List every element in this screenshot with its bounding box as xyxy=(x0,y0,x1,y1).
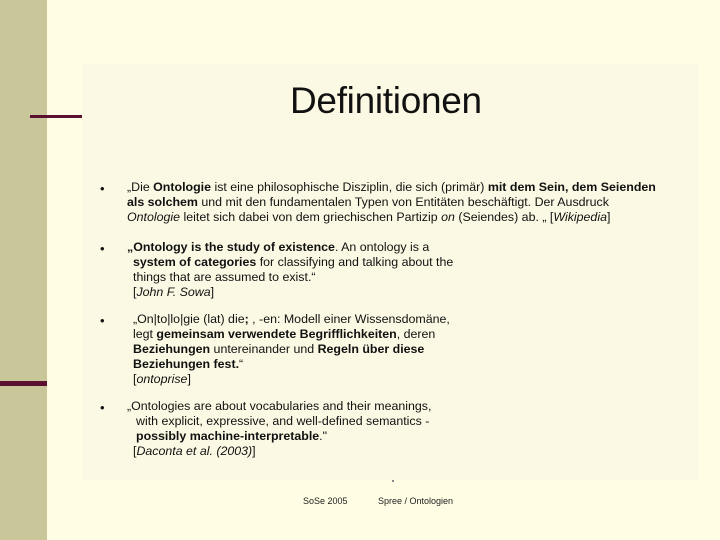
bullet-icon: • xyxy=(100,400,105,415)
stray-dot xyxy=(392,480,394,482)
title-accent-line xyxy=(30,115,82,118)
slide-title: Definitionen xyxy=(290,80,482,121)
footer-semester: SoSe 2005 xyxy=(303,496,348,506)
footer-author-topic: Spree / Ontologien xyxy=(378,496,454,506)
definition-sowa: „Ontology is the study of existence. An ontology is a system of categories for classifying and talking about the things that are assumed to exist.“ [John F. Sowa] xyxy=(127,240,454,299)
bullet-icon: • xyxy=(100,181,105,196)
sidebar-accent-divider xyxy=(0,381,47,386)
bullet-icon: • xyxy=(100,313,105,328)
definition-wikipedia: „Die Ontologie ist eine philosophische Disziplin, die sich (primär) mit dem Sein, dem Seienden als solchem und mit den fundamentalen Typen von Entitäten beschäftigt. Der Ausdruck Ontologie leitet sich dabei von dem griechischen Partizip on (Seiendes) ab. „ [Wikipedia] xyxy=(127,180,656,224)
definition-daconta: „Ontologies are about vocabularies and their meanings, with explicit, expressive, and well-defined semantics - possibly machine-interpretable." [Daconta et al. (2003)] xyxy=(127,399,432,458)
left-sidebar-bar xyxy=(0,0,47,540)
definition-ontoprise: „On|to|lo|gie (lat) die; , -en: Modell einer Wissensdomäne, legt gemeinsam verwendete Begrifflichkeiten, deren Beziehungen untereinander und Regeln über diese Beziehungen fest.“ [ontoprise] xyxy=(133,312,450,386)
bullet-icon: • xyxy=(100,241,105,256)
